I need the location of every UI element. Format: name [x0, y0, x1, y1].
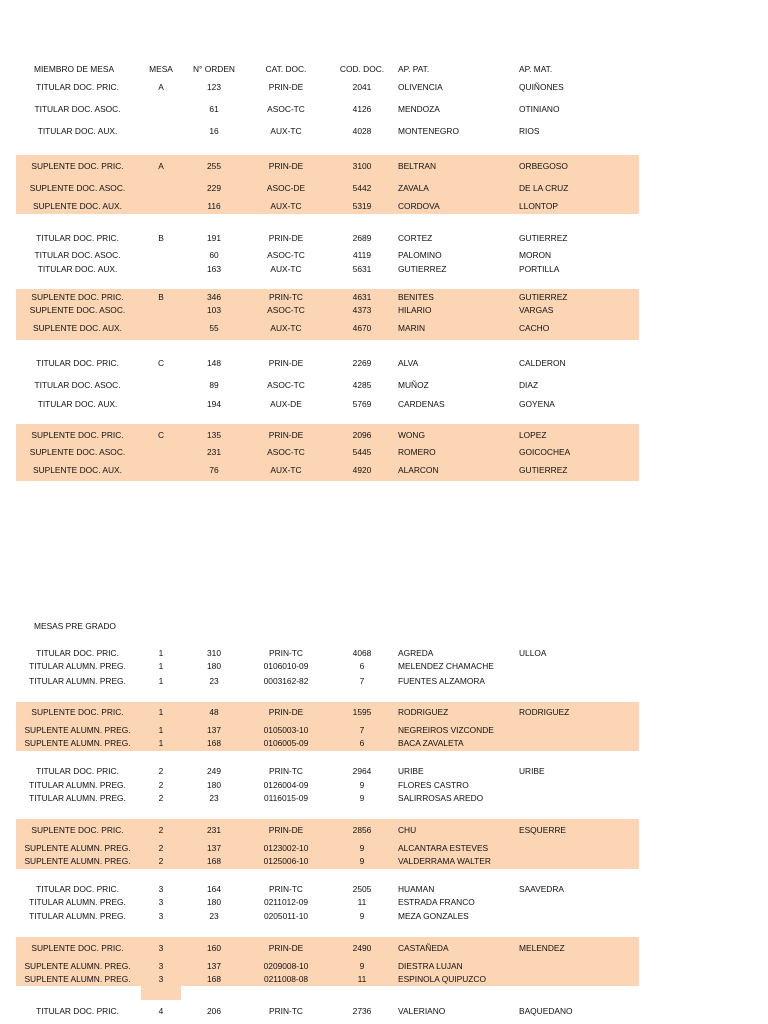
orden-value: 76	[209, 465, 219, 475]
orden-value: 123	[207, 82, 221, 92]
member-role: SUPLENTE DOC. ASOC.	[29, 183, 126, 193]
cod-doc-value: 9	[359, 911, 365, 921]
cod-doc-value: 4373	[352, 305, 372, 315]
ap-mat-value: CACHO	[519, 323, 550, 333]
member-role: TITULAR DOC. AUX.	[37, 399, 118, 409]
cod-doc-value: 9	[359, 961, 365, 971]
cod-doc-value: 2269	[352, 358, 372, 368]
ap-mat-value: GUTIERREZ	[519, 233, 568, 243]
mesa-value: 2	[158, 766, 164, 776]
member-role: TITULAR DOC. PRIC.	[36, 648, 119, 658]
member-role: SUPLENTE ALUMN. PREG.	[24, 738, 131, 748]
header-ap-mat: AP. MAT.	[519, 64, 553, 74]
ap-pat-value: HILARIO	[398, 305, 432, 315]
member-role: TITULAR DOC. AUX.	[37, 126, 118, 136]
cod-doc-value: 2041	[352, 82, 372, 92]
cod-doc-value: 7	[359, 725, 365, 735]
ap-pat-value: MEZA GONZALES	[398, 911, 469, 921]
orden-value: 148	[207, 358, 221, 368]
cod-doc-value: 7	[359, 676, 365, 686]
member-role: SUPLENTE DOC. PRIC.	[31, 430, 124, 440]
ap-mat-value: VARGAS	[519, 305, 554, 315]
ap-pat-value: BELTRAN	[398, 161, 437, 171]
ap-pat-value: MUÑOZ	[398, 380, 429, 390]
cat-doc-value: PRIN-DE	[268, 430, 304, 440]
cod-doc-value: 6	[359, 738, 365, 748]
orden-value: 89	[209, 380, 219, 390]
cod-doc-value: 4119	[352, 250, 371, 260]
orden-value: 23	[209, 793, 219, 803]
ap-pat-value: ESTRADA FRANCO	[398, 897, 475, 907]
member-role: SUPLENTE DOC. PRIC.	[31, 161, 124, 171]
orden-value: 191	[207, 233, 221, 243]
ap-pat-value: ALVA	[398, 358, 419, 368]
ap-pat-value: DIESTRA LUJAN	[398, 961, 463, 971]
member-role: TITULAR DOC. PRIC.	[36, 358, 119, 368]
cat-doc-value: PRIN-DE	[268, 825, 304, 835]
header-cod-doc: COD. DOC.	[339, 64, 385, 74]
member-role: SUPLENTE ALUMN. PREG.	[24, 843, 131, 853]
cat-doc-value: AUX-TC	[270, 126, 302, 136]
cat-doc-value: PRIN-TC	[269, 648, 303, 658]
cod-doc-value: 9	[359, 793, 365, 803]
member-role: TITULAR DOC. ASOC.	[34, 250, 121, 260]
cat-doc-value: 0205011-10	[263, 911, 309, 921]
ap-pat-value: SALIRROSAS AREDO	[398, 793, 484, 803]
ap-pat-value: WONG	[398, 430, 425, 440]
member-role: SUPLENTE DOC. ASOC.	[29, 447, 126, 457]
cat-doc-value: PRIN-TC	[269, 884, 303, 894]
cat-doc-value: 0209008-10	[263, 961, 309, 971]
member-role: TITULAR DOC. PRIC.	[36, 233, 119, 243]
cat-doc-value: 0125006-10	[263, 856, 309, 866]
cat-doc-value: 0126004-09	[263, 780, 309, 790]
member-role: TITULAR DOC. PRIC.	[36, 766, 119, 776]
cat-doc-value: 0106010-09	[263, 661, 309, 671]
ap-pat-value: NEGREIROS VIZCONDE	[398, 725, 494, 735]
member-role: SUPLENTE DOC. PRIC.	[31, 825, 124, 835]
mesa-value: 1	[158, 661, 164, 671]
mesa-value: 2	[158, 793, 164, 803]
mesa-value: A	[158, 161, 164, 171]
ap-pat-value: ALARCON	[398, 465, 439, 475]
cat-doc-value: PRIN-DE	[268, 707, 304, 717]
ap-pat-value: CORDOVA	[398, 201, 440, 211]
mesa-value: 2	[158, 856, 164, 866]
orden-value: 168	[207, 856, 221, 866]
mesa-value: A	[158, 82, 164, 92]
cod-doc-value: 4920	[352, 465, 372, 475]
orden-value: 168	[207, 974, 221, 984]
cod-doc-value: 2736	[352, 1006, 372, 1016]
shaded-cell	[141, 986, 181, 1000]
mesa-value: 3	[158, 974, 164, 984]
ap-mat-value: ORBEGOSO	[519, 161, 568, 171]
orden-value: 164	[207, 884, 221, 894]
orden-value: 61	[209, 104, 219, 114]
cat-doc-value: AUX-TC	[270, 264, 302, 274]
cat-doc-value: ASOC-TC	[267, 104, 305, 114]
member-role: TITULAR ALUMN. PREG.	[29, 676, 126, 686]
cod-doc-value: 9	[359, 780, 365, 790]
orden-value: 48	[209, 707, 219, 717]
cat-doc-value: 0211012-09	[263, 897, 309, 907]
ap-mat-value: RODRIGUEZ	[519, 707, 570, 717]
orden-value: 180	[207, 780, 221, 790]
cat-doc-value: 0123002-10	[263, 843, 309, 853]
ap-pat-value: FUENTES ALZAMORA	[398, 676, 486, 686]
member-role: TITULAR ALUMN. PREG.	[29, 911, 126, 921]
ap-mat-value: PORTILLA	[519, 264, 560, 274]
member-role: SUPLENTE DOC. PRIC.	[31, 707, 124, 717]
mesa-value: 3	[158, 884, 164, 894]
ap-mat-value: GUTIERREZ	[519, 292, 568, 302]
cod-doc-value: 4028	[352, 126, 372, 136]
ap-pat-value: URIBE	[398, 766, 424, 776]
orden-value: 135	[207, 430, 221, 440]
ap-mat-value: GUTIERREZ	[519, 465, 568, 475]
ap-mat-value: GOICOCHEA	[519, 447, 571, 457]
member-role: SUPLENTE DOC. AUX.	[33, 323, 122, 333]
mesa-value: 3	[158, 911, 164, 921]
orden-value: 180	[207, 897, 221, 907]
ap-pat-value: OLIVENCIA	[398, 82, 443, 92]
cat-doc-value: PRIN-DE	[268, 82, 304, 92]
member-role: SUPLENTE DOC. ASOC.	[29, 305, 126, 315]
member-role: SUPLENTE ALUMN. PREG.	[24, 961, 131, 971]
orden-value: 206	[207, 1006, 221, 1016]
cod-doc-value: 2964	[352, 766, 372, 776]
ap-pat-value: ALCANTARA ESTEVES	[398, 843, 489, 853]
orden-value: 310	[207, 648, 221, 658]
mesa-value: C	[157, 430, 165, 440]
cod-doc-value: 2856	[352, 825, 372, 835]
orden-value: 160	[207, 943, 221, 953]
member-role: SUPLENTE ALUMN. PREG.	[24, 856, 131, 866]
cat-doc-value: PRIN-DE	[268, 161, 304, 171]
ap-pat-value: VALDERRAMA WALTER	[398, 856, 491, 866]
cod-doc-value: 2490	[352, 943, 372, 953]
ap-pat-value: BENITES	[398, 292, 434, 302]
cat-doc-value: ASOC-TC	[267, 447, 305, 457]
ap-mat-value: QUIÑONES	[519, 82, 564, 92]
mesa-value: B	[158, 292, 164, 302]
ap-mat-value: SAAVEDRA	[519, 884, 564, 894]
member-role: TITULAR DOC. PRIC.	[36, 82, 119, 92]
ap-pat-value: ROMERO	[398, 447, 436, 457]
ap-pat-value: CASTAÑEDA	[398, 943, 449, 953]
ap-pat-value: MELENDEZ CHAMACHE	[398, 661, 494, 671]
orden-value: 231	[207, 825, 221, 835]
orden-value: 194	[207, 399, 221, 409]
ap-pat-value: CHU	[398, 825, 417, 835]
orden-value: 168	[207, 738, 221, 748]
ap-mat-value: LOPEZ	[519, 430, 547, 440]
header-orden: N° ORDEN	[193, 64, 235, 74]
cod-doc-value: 2505	[352, 884, 372, 894]
mesa-value: B	[158, 233, 164, 243]
ap-mat-value: DE LA CRUZ	[519, 183, 569, 193]
cod-doc-value: 4068	[352, 648, 372, 658]
mesa-value: 2	[158, 843, 164, 853]
orden-value: 249	[207, 766, 221, 776]
cod-doc-value: 9	[359, 843, 365, 853]
cat-doc-value: ASOC-TC	[267, 305, 305, 315]
orden-value: 55	[209, 323, 219, 333]
cod-doc-value: 2689	[352, 233, 372, 243]
cod-doc-value: 2096	[352, 430, 372, 440]
ap-mat-value: LLONTOP	[519, 201, 558, 211]
mesa-value: 1	[158, 725, 164, 735]
cat-doc-value: ASOC-DE	[266, 183, 306, 193]
ap-pat-value: HUAMAN	[398, 884, 435, 894]
member-role: SUPLENTE ALUMN. PREG.	[24, 974, 131, 984]
cod-doc-value: 5631	[352, 264, 372, 274]
ap-pat-value: MONTENEGRO	[398, 126, 459, 136]
cod-doc-value: 4285	[352, 380, 372, 390]
ap-mat-value: GOYENA	[519, 399, 555, 409]
orden-value: 163	[207, 264, 221, 274]
ap-pat-value: MENDOZA	[398, 104, 440, 114]
member-role: SUPLENTE DOC. AUX.	[33, 201, 122, 211]
member-role: TITULAR DOC. AUX.	[37, 264, 118, 274]
ap-mat-value: ESQUERRE	[519, 825, 567, 835]
cat-doc-value: PRIN-DE	[268, 233, 304, 243]
orden-value: 60	[209, 250, 219, 260]
ap-pat-value: ESPINOLA QUIPUZCO	[398, 974, 486, 984]
cat-doc-value: 0106005-09	[263, 738, 309, 748]
cat-doc-value: 0211008-08	[263, 974, 309, 984]
mesa-value: 4	[158, 1006, 164, 1016]
header-role: MIEMBRO DE MESA	[34, 64, 115, 74]
ap-pat-value: VALERIANO	[398, 1006, 446, 1016]
cod-doc-value: 5445	[352, 447, 372, 457]
cat-doc-value: AUX-DE	[270, 399, 302, 409]
orden-value: 23	[209, 676, 219, 686]
cod-doc-value: 4631	[352, 292, 372, 302]
mesa-value: C	[157, 358, 165, 368]
ap-mat-value: ULLOA	[519, 648, 547, 658]
cat-doc-value: ASOC-TC	[267, 380, 305, 390]
cat-doc-value: ASOC-TC	[267, 250, 305, 260]
orden-value: 346	[207, 292, 221, 302]
orden-value: 229	[207, 183, 221, 193]
member-role: SUPLENTE ALUMN. PREG.	[24, 725, 131, 735]
ap-pat-value: PALOMINO	[398, 250, 442, 260]
cat-doc-value: PRIN-TC	[269, 292, 303, 302]
cod-doc-value: 5442	[352, 183, 372, 193]
ap-pat-value: AGREDA	[398, 648, 434, 658]
member-role: TITULAR DOC. ASOC.	[34, 104, 121, 114]
ap-mat-value: RIOS	[519, 126, 540, 136]
cat-doc-value: PRIN-DE	[268, 358, 304, 368]
ap-mat-value: URIBE	[519, 766, 545, 776]
cat-doc-value: PRIN-TC	[269, 766, 303, 776]
ap-pat-value: MARIN	[398, 323, 425, 333]
cat-doc-value: AUX-TC	[270, 201, 302, 211]
member-role: TITULAR ALUMN. PREG.	[29, 793, 126, 803]
ap-pat-value: FLORES CASTRO	[398, 780, 469, 790]
cat-doc-value: PRIN-TC	[269, 1006, 303, 1016]
cod-doc-value: 1595	[352, 707, 372, 717]
ap-pat-value: BACA ZAVALETA	[398, 738, 464, 748]
cod-doc-value: 9	[359, 856, 365, 866]
ap-mat-value: CALDERON	[519, 358, 566, 368]
cod-doc-value: 4670	[352, 323, 372, 333]
cat-doc-value: PRIN-DE	[268, 943, 304, 953]
orden-value: 116	[207, 201, 221, 211]
orden-value: 231	[207, 447, 221, 457]
ap-pat-value: CORTEZ	[398, 233, 433, 243]
ap-pat-value: ZAVALA	[398, 183, 429, 193]
mesa-value: 3	[158, 897, 164, 907]
orden-value: 255	[207, 161, 221, 171]
ap-pat-value: GUTIERREZ	[398, 264, 447, 274]
cod-doc-value: 5319	[352, 201, 372, 211]
member-role: SUPLENTE DOC. PRIC.	[31, 943, 124, 953]
ap-pat-value: CARDENAS	[398, 399, 445, 409]
cod-doc-value: 6	[359, 661, 365, 671]
orden-value: 23	[209, 911, 219, 921]
header-ap-pat: AP. PAT.	[398, 64, 430, 74]
mesa-value: 3	[158, 961, 164, 971]
cod-doc-value: 5769	[352, 399, 372, 409]
cat-doc-value: 0003162-82	[263, 676, 309, 686]
cat-doc-value: AUX-TC	[270, 465, 302, 475]
cat-doc-value: 0116015-09	[263, 793, 309, 803]
cod-doc-value: 11	[357, 974, 367, 984]
cat-doc-value: 0105003-10	[263, 725, 309, 735]
section-title: MESAS PRE GRADO	[34, 621, 116, 631]
ap-mat-value: MELENDEZ	[519, 943, 565, 953]
cod-doc-value: 11	[357, 897, 367, 907]
mesa-value: 1	[158, 676, 164, 686]
cod-doc-value: 3100	[352, 161, 372, 171]
orden-value: 137	[207, 961, 221, 971]
header-mesa: MESA	[149, 64, 173, 74]
header-cat-doc: CAT. DOC.	[265, 64, 307, 74]
cat-doc-value: AUX-TC	[270, 323, 302, 333]
ap-pat-value: RODRIGUEZ	[398, 707, 449, 717]
orden-value: 137	[207, 725, 221, 735]
orden-value: 180	[207, 661, 221, 671]
cod-doc-value: 4126	[352, 104, 372, 114]
mesa-value: 1	[158, 707, 164, 717]
ap-mat-value: OTINIANO	[519, 104, 560, 114]
orden-value: 16	[209, 126, 219, 136]
member-role: TITULAR DOC. ASOC.	[34, 380, 121, 390]
ap-mat-value: BAQUEDANO	[519, 1006, 573, 1016]
orden-value: 137	[207, 843, 221, 853]
member-role: TITULAR DOC. PRIC.	[36, 884, 119, 894]
mesa-value: 3	[158, 943, 164, 953]
member-role: TITULAR ALUMN. PREG.	[29, 780, 126, 790]
member-role: SUPLENTE DOC. AUX.	[33, 465, 122, 475]
member-role: TITULAR ALUMN. PREG.	[29, 897, 126, 907]
mesa-value: 1	[158, 738, 164, 748]
member-role: SUPLENTE DOC. PRIC.	[31, 292, 124, 302]
ap-mat-value: MORON	[519, 250, 552, 260]
member-role: TITULAR DOC. PRIC.	[36, 1006, 119, 1016]
mesa-value: 2	[158, 825, 164, 835]
mesa-value: 2	[158, 780, 164, 790]
mesa-value: 1	[158, 648, 164, 658]
member-role: TITULAR ALUMN. PREG.	[29, 661, 126, 671]
ap-mat-value: DIAZ	[519, 380, 539, 390]
orden-value: 103	[207, 305, 221, 315]
